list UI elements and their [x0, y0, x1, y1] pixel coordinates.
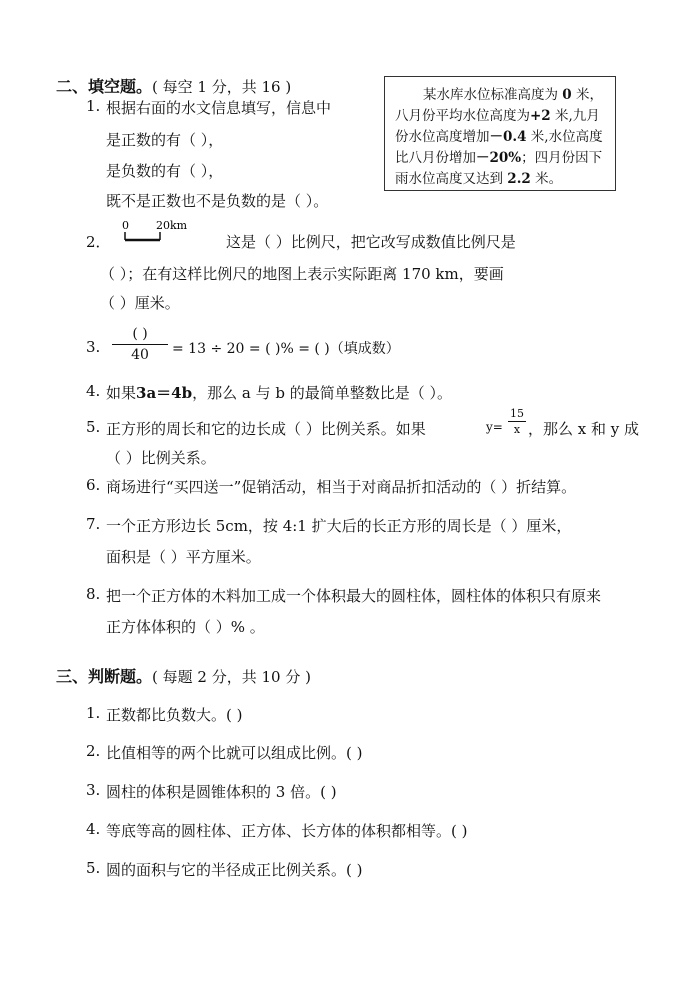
q5-fraction-bar: [508, 421, 526, 422]
q7-line1: 一个正方形边长 5cm，按 4:1 扩大后的长正方形的周长是（ ）厘米，: [106, 517, 572, 535]
q3-rest: = 13 ÷ 20 = ( )% = ( )（填成数）: [172, 341, 400, 357]
judge-item-number: 2.: [86, 742, 101, 760]
q8-line1: 把一个正方体的木料加工成一个体积最大的圆柱体，圆柱体的体积只有原来: [106, 587, 602, 605]
section2-note: ( 每空 1 分，共 16 ): [152, 78, 292, 96]
q8-number: 8.: [86, 585, 101, 603]
info-line5: 雨水位高度又达到 2.2 米。: [395, 171, 563, 187]
q2-line3: （ ）厘米。: [100, 294, 180, 312]
q3-fraction-numerator: ( ): [132, 326, 148, 342]
q1-line4: 既不是正数也不是负数的是（ ）。: [106, 192, 329, 210]
scale-value-label: 20km: [156, 219, 188, 232]
q4-equation: 3a＝4b: [136, 384, 193, 402]
q4-text-b: ，那么 a 与 b 的最简单整数比是（ ）。: [192, 384, 452, 402]
q4-number: 4.: [86, 382, 101, 400]
judge-item-number: 1.: [86, 704, 101, 722]
scale-bar-icon: [120, 218, 200, 244]
hydrology-info-box: [384, 76, 616, 191]
info-line2: 八月份平均水位高度为+2 米,九月: [395, 108, 600, 124]
section2-title: 二、填空题。: [56, 77, 153, 96]
q1-line2: 是正数的有（ ），: [106, 131, 224, 149]
q5-y-equals: y=: [486, 420, 503, 434]
line-scale-graphic: [120, 218, 200, 244]
q4-text-a: 如果: [106, 384, 137, 402]
q5-line1-a: 正方形的周长和它的边长成（ ）比例关系。如果: [106, 420, 426, 438]
q3-fraction-denominator: 40: [131, 347, 149, 363]
section3-note: ( 每题 2 分，共 10 分 ): [152, 668, 311, 686]
q5-fraction-numerator: 15: [510, 407, 524, 420]
section3-heading: [56, 664, 311, 687]
judge-item-text: 比值相等的两个比就可以组成比例。( ): [106, 744, 363, 762]
judge-item-text: 等底等高的圆柱体、正方体、长方体的体积都相等。( ): [106, 822, 468, 840]
q2-number: 2．: [86, 233, 111, 251]
info-line1: 某水库水位标准高度为 0 米，: [423, 87, 603, 103]
q1-number: 1.: [86, 97, 101, 115]
info-line3: 份水位高度增加－0.4 米,水位高度: [395, 129, 603, 145]
judge-item-text: 圆柱的体积是圆锥体积的 3 倍。( ): [106, 783, 337, 801]
judge-item-number: 5.: [86, 859, 101, 877]
judge-item-number: 4.: [86, 820, 101, 838]
q5-fraction-denominator: x: [513, 423, 521, 436]
judge-item-number: 3.: [86, 781, 101, 799]
q4-text: [106, 382, 452, 403]
q7-line2: 面积是（ ）平方厘米。: [106, 548, 261, 566]
q2-line1: 这是（ ）比例尺，把它改写成数值比例尺是: [226, 233, 516, 251]
q1-line1: 根据右面的水文信息填写，信息中: [106, 99, 332, 117]
q6-number: 6.: [86, 476, 101, 494]
q1-line3: 是负数的有（ ），: [106, 162, 224, 180]
scale-zero-label: 0: [122, 219, 129, 232]
q3-fraction: [112, 326, 168, 363]
q3-number: 3.: [86, 338, 101, 356]
q8-line2: 正方体体积的（ ）% 。: [106, 618, 265, 636]
q3-fraction-bar: [112, 344, 168, 345]
section2-heading: [56, 74, 291, 97]
q5-line1-b: ，那么 x 和 y 成: [528, 420, 640, 438]
q5-line2: （ ）比例关系。: [106, 449, 216, 467]
info-line4: 比八月份增加－20%；四月份因下: [395, 150, 603, 166]
q6-text: 商场进行“买四送一”促销活动，相当于对商品折扣活动的（ ）折结算。: [106, 478, 577, 496]
judge-item-text: 圆的面积与它的半径成正比例关系。( ): [106, 861, 363, 879]
q5-fraction: [508, 407, 526, 436]
section3-title: 三、判断题。: [56, 667, 153, 686]
q5-number: 5.: [86, 418, 101, 436]
q2-line2: （ ）；在有这样比例尺的地图上表示实际距离 170 km，要画: [100, 265, 504, 283]
judge-item-text: 正数都比负数大。( ): [106, 706, 243, 724]
q7-number: 7.: [86, 515, 101, 533]
